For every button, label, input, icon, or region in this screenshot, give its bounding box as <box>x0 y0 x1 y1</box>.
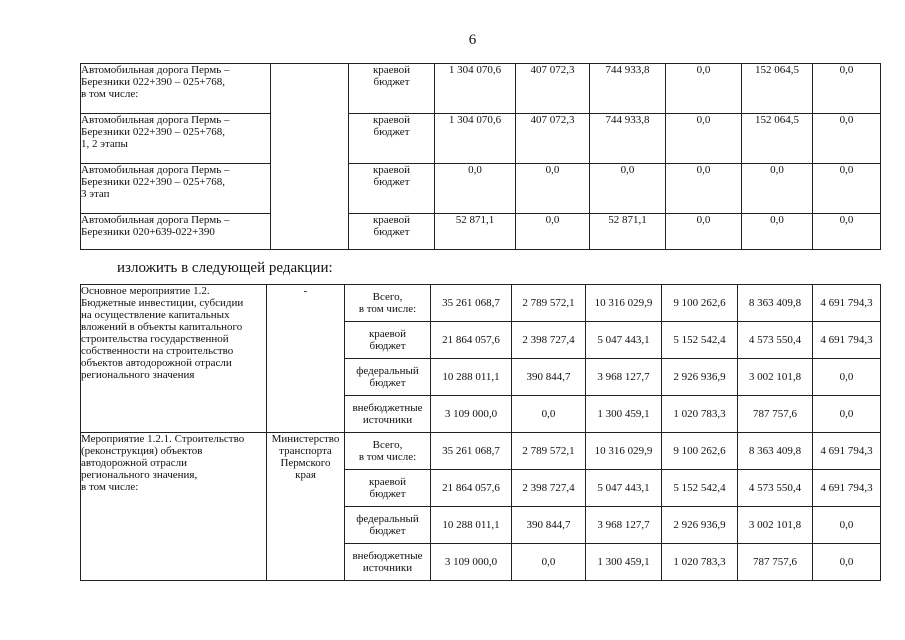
activity-name-line: Бюджетные инвестиции, субсидии <box>81 297 244 309</box>
amount-cell: 2 398 727,4 <box>512 470 586 507</box>
funding-source <box>349 64 435 114</box>
road-section-name-line: Автомобильная дорога Пермь – <box>81 164 230 176</box>
amount-cell: 0,0 <box>666 114 742 164</box>
amount-cell: 3 968 127,7 <box>586 359 662 396</box>
funding-source <box>345 544 431 581</box>
funding-source-line: краевой <box>372 164 411 176</box>
road-section-name <box>81 164 271 214</box>
activity-name-line: строительства государственной <box>81 333 229 345</box>
road-section-name-line: Березники 022+390 – 025+768, <box>81 76 225 88</box>
amount-cell: 152 064,5 <box>742 64 813 114</box>
executor-cell <box>267 433 345 581</box>
funding-source-line: федеральный <box>356 365 419 377</box>
amount-cell: 3 002 101,8 <box>738 359 813 396</box>
funding-source-line: внебюджетные <box>352 402 423 414</box>
amount-cell: 1 304 070,6 <box>435 64 516 114</box>
funding-source-line: источники <box>362 562 413 574</box>
executor-line: края <box>295 469 316 481</box>
amount-cell: 10 288 011,1 <box>431 507 512 544</box>
amount-cell: 1 304 070,6 <box>435 114 516 164</box>
executor-line: транспорта <box>279 445 332 457</box>
amount-cell: 10 288 011,1 <box>431 359 512 396</box>
amount-cell: 4 691 794,3 <box>813 322 881 359</box>
road-section-name <box>81 64 271 114</box>
funding-source <box>345 470 431 507</box>
activity-name-line: (реконструкция) объектов <box>81 445 203 457</box>
amount-cell: 1 300 459,1 <box>586 396 662 433</box>
amount-cell: 390 844,7 <box>512 359 586 396</box>
amount-cell: 1 300 459,1 <box>586 544 662 581</box>
executor-line: - <box>303 285 308 297</box>
activity-name-line: вложений в объекты капитального <box>81 321 243 333</box>
road-section-name <box>81 214 271 250</box>
table-row <box>81 164 881 214</box>
amount-cell: 407 072,3 <box>516 64 590 114</box>
amount-cell: 0,0 <box>512 396 586 433</box>
road-section-name <box>81 114 271 164</box>
amount-cell: 9 100 262,6 <box>662 433 738 470</box>
amount-cell: 8 363 409,8 <box>738 433 813 470</box>
amount-cell: 52 871,1 <box>590 214 666 250</box>
activity-name-line: объектов автодорожной отрасли <box>81 357 232 369</box>
funding-source-line: краевой <box>372 114 411 126</box>
executor-line: Пермского <box>280 457 331 469</box>
table-row <box>81 214 881 250</box>
amount-cell: 744 933,8 <box>590 114 666 164</box>
executor-cell <box>271 64 349 250</box>
funding-source-line: бюджет <box>369 525 406 537</box>
funding-source-line: федеральный <box>356 513 419 525</box>
road-section-name-line: 1, 2 этапы <box>81 138 128 150</box>
amount-cell: 0,0 <box>742 164 813 214</box>
table-row <box>81 64 881 114</box>
amount-cell: 0,0 <box>813 64 881 114</box>
amount-cell: 3 109 000,0 <box>431 396 512 433</box>
amount-cell: 35 261 068,7 <box>431 433 512 470</box>
amount-cell: 2 398 727,4 <box>512 322 586 359</box>
main-activity-name <box>81 285 267 433</box>
executor-line: Министерство <box>271 433 340 445</box>
amount-cell: 10 316 029,9 <box>586 433 662 470</box>
amount-cell: 3 002 101,8 <box>738 507 813 544</box>
activity-name-line: регионального значения <box>81 369 195 381</box>
amount-cell: 1 020 783,3 <box>662 396 738 433</box>
amount-cell: 3 109 000,0 <box>431 544 512 581</box>
amount-cell: 4 691 794,3 <box>813 470 881 507</box>
amount-cell: 3 968 127,7 <box>586 507 662 544</box>
amount-cell: 52 871,1 <box>435 214 516 250</box>
funding-source-line: в том числе: <box>358 451 417 463</box>
amount-cell: 787 757,6 <box>738 396 813 433</box>
road-section-name-line: Березники 022+390 – 025+768, <box>81 126 225 138</box>
intro-text: изложить в следующей редакции: <box>117 260 333 276</box>
budget-table-previous <box>80 63 881 250</box>
funding-source <box>349 164 435 214</box>
amount-cell: 744 933,8 <box>590 64 666 114</box>
amount-cell: 4 691 794,3 <box>813 433 881 470</box>
funding-source-line: источники <box>362 414 413 426</box>
funding-source-line: Всего, <box>372 291 403 303</box>
funding-source-line: бюджет <box>373 126 410 138</box>
road-section-name-line: Автомобильная дорога Пермь – <box>81 114 230 126</box>
funding-source <box>349 114 435 164</box>
activity-name <box>81 433 267 581</box>
activity-name-line: в том числе: <box>81 481 139 493</box>
amount-cell: 787 757,6 <box>738 544 813 581</box>
amount-cell: 9 100 262,6 <box>662 285 738 322</box>
funding-source-line: бюджет <box>369 340 406 352</box>
funding-source-line: бюджет <box>373 176 410 188</box>
amount-cell: 0,0 <box>813 396 881 433</box>
funding-source-line: внебюджетные <box>352 550 423 562</box>
table-row <box>81 114 881 164</box>
road-section-name-line: 3 этап <box>81 188 110 200</box>
amount-cell: 5 047 443,1 <box>586 322 662 359</box>
amount-cell: 4 573 550,4 <box>738 322 813 359</box>
activity-name-line: на осуществление капитальных <box>81 309 230 321</box>
funding-source <box>345 396 431 433</box>
amount-cell: 0,0 <box>666 214 742 250</box>
funding-source <box>345 285 431 322</box>
road-section-name-line: Автомобильная дорога Пермь – <box>81 214 230 226</box>
amount-cell: 0,0 <box>742 214 813 250</box>
amount-cell: 0,0 <box>666 64 742 114</box>
table-row <box>81 285 881 322</box>
amount-cell: 0,0 <box>813 359 881 396</box>
funding-source <box>345 507 431 544</box>
funding-source-line: в том числе: <box>358 303 417 315</box>
table-row <box>81 433 881 470</box>
page-number: 6 <box>468 32 477 48</box>
amount-cell: 0,0 <box>516 164 590 214</box>
road-section-name-line: в том числе: <box>81 88 139 100</box>
amount-cell: 1 020 783,3 <box>662 544 738 581</box>
amount-cell: 8 363 409,8 <box>738 285 813 322</box>
amount-cell: 5 047 443,1 <box>586 470 662 507</box>
amount-cell: 5 152 542,4 <box>662 322 738 359</box>
amount-cell: 35 261 068,7 <box>431 285 512 322</box>
funding-source <box>345 359 431 396</box>
activity-name-line: Основное мероприятие 1.2. <box>81 285 210 297</box>
amount-cell: 0,0 <box>813 214 881 250</box>
activity-name-line: автодорожной отрасли <box>81 457 188 469</box>
funding-source-line: краевой <box>372 64 411 76</box>
activity-name-line: регионального значения, <box>81 469 198 481</box>
amount-cell: 2 789 572,1 <box>512 285 586 322</box>
amount-cell: 10 316 029,9 <box>586 285 662 322</box>
amount-cell: 0,0 <box>435 164 516 214</box>
amount-cell: 0,0 <box>813 114 881 164</box>
amount-cell: 0,0 <box>666 164 742 214</box>
executor-cell <box>267 285 345 433</box>
amount-cell: 21 864 057,6 <box>431 470 512 507</box>
amount-cell: 2 926 936,9 <box>662 359 738 396</box>
funding-source-line: бюджет <box>373 226 410 238</box>
road-section-name-line: Березники 022+390 – 025+768, <box>81 176 225 188</box>
funding-source-line: краевой <box>368 328 407 340</box>
road-section-name-line: Березники 020+639-022+390 <box>81 226 215 238</box>
funding-source-line: бюджет <box>373 76 410 88</box>
amount-cell: 390 844,7 <box>512 507 586 544</box>
funding-source-line: краевой <box>372 214 411 226</box>
funding-source-line: краевой <box>368 476 407 488</box>
activity-name-line: собственности на строительство <box>81 345 234 357</box>
amount-cell: 4 573 550,4 <box>738 470 813 507</box>
amount-cell: 152 064,5 <box>742 114 813 164</box>
activity-name-line: Мероприятие 1.2.1. Строительство <box>81 433 245 445</box>
amount-cell: 2 789 572,1 <box>512 433 586 470</box>
amount-cell: 0,0 <box>516 214 590 250</box>
amount-cell: 21 864 057,6 <box>431 322 512 359</box>
funding-source <box>345 433 431 470</box>
funding-source <box>349 214 435 250</box>
amount-cell: 0,0 <box>813 544 881 581</box>
funding-source <box>345 322 431 359</box>
amount-cell: 0,0 <box>813 164 881 214</box>
funding-source-line: бюджет <box>369 377 406 389</box>
amount-cell: 4 691 794,3 <box>813 285 881 322</box>
amount-cell: 0,0 <box>813 507 881 544</box>
amount-cell: 0,0 <box>590 164 666 214</box>
budget-table-new-edition <box>80 284 881 581</box>
amount-cell: 2 926 936,9 <box>662 507 738 544</box>
road-section-name-line: Автомобильная дорога Пермь – <box>81 64 230 76</box>
funding-source-line: Всего, <box>372 439 403 451</box>
amount-cell: 0,0 <box>512 544 586 581</box>
funding-source-line: бюджет <box>369 488 406 500</box>
amount-cell: 5 152 542,4 <box>662 470 738 507</box>
amount-cell: 407 072,3 <box>516 114 590 164</box>
